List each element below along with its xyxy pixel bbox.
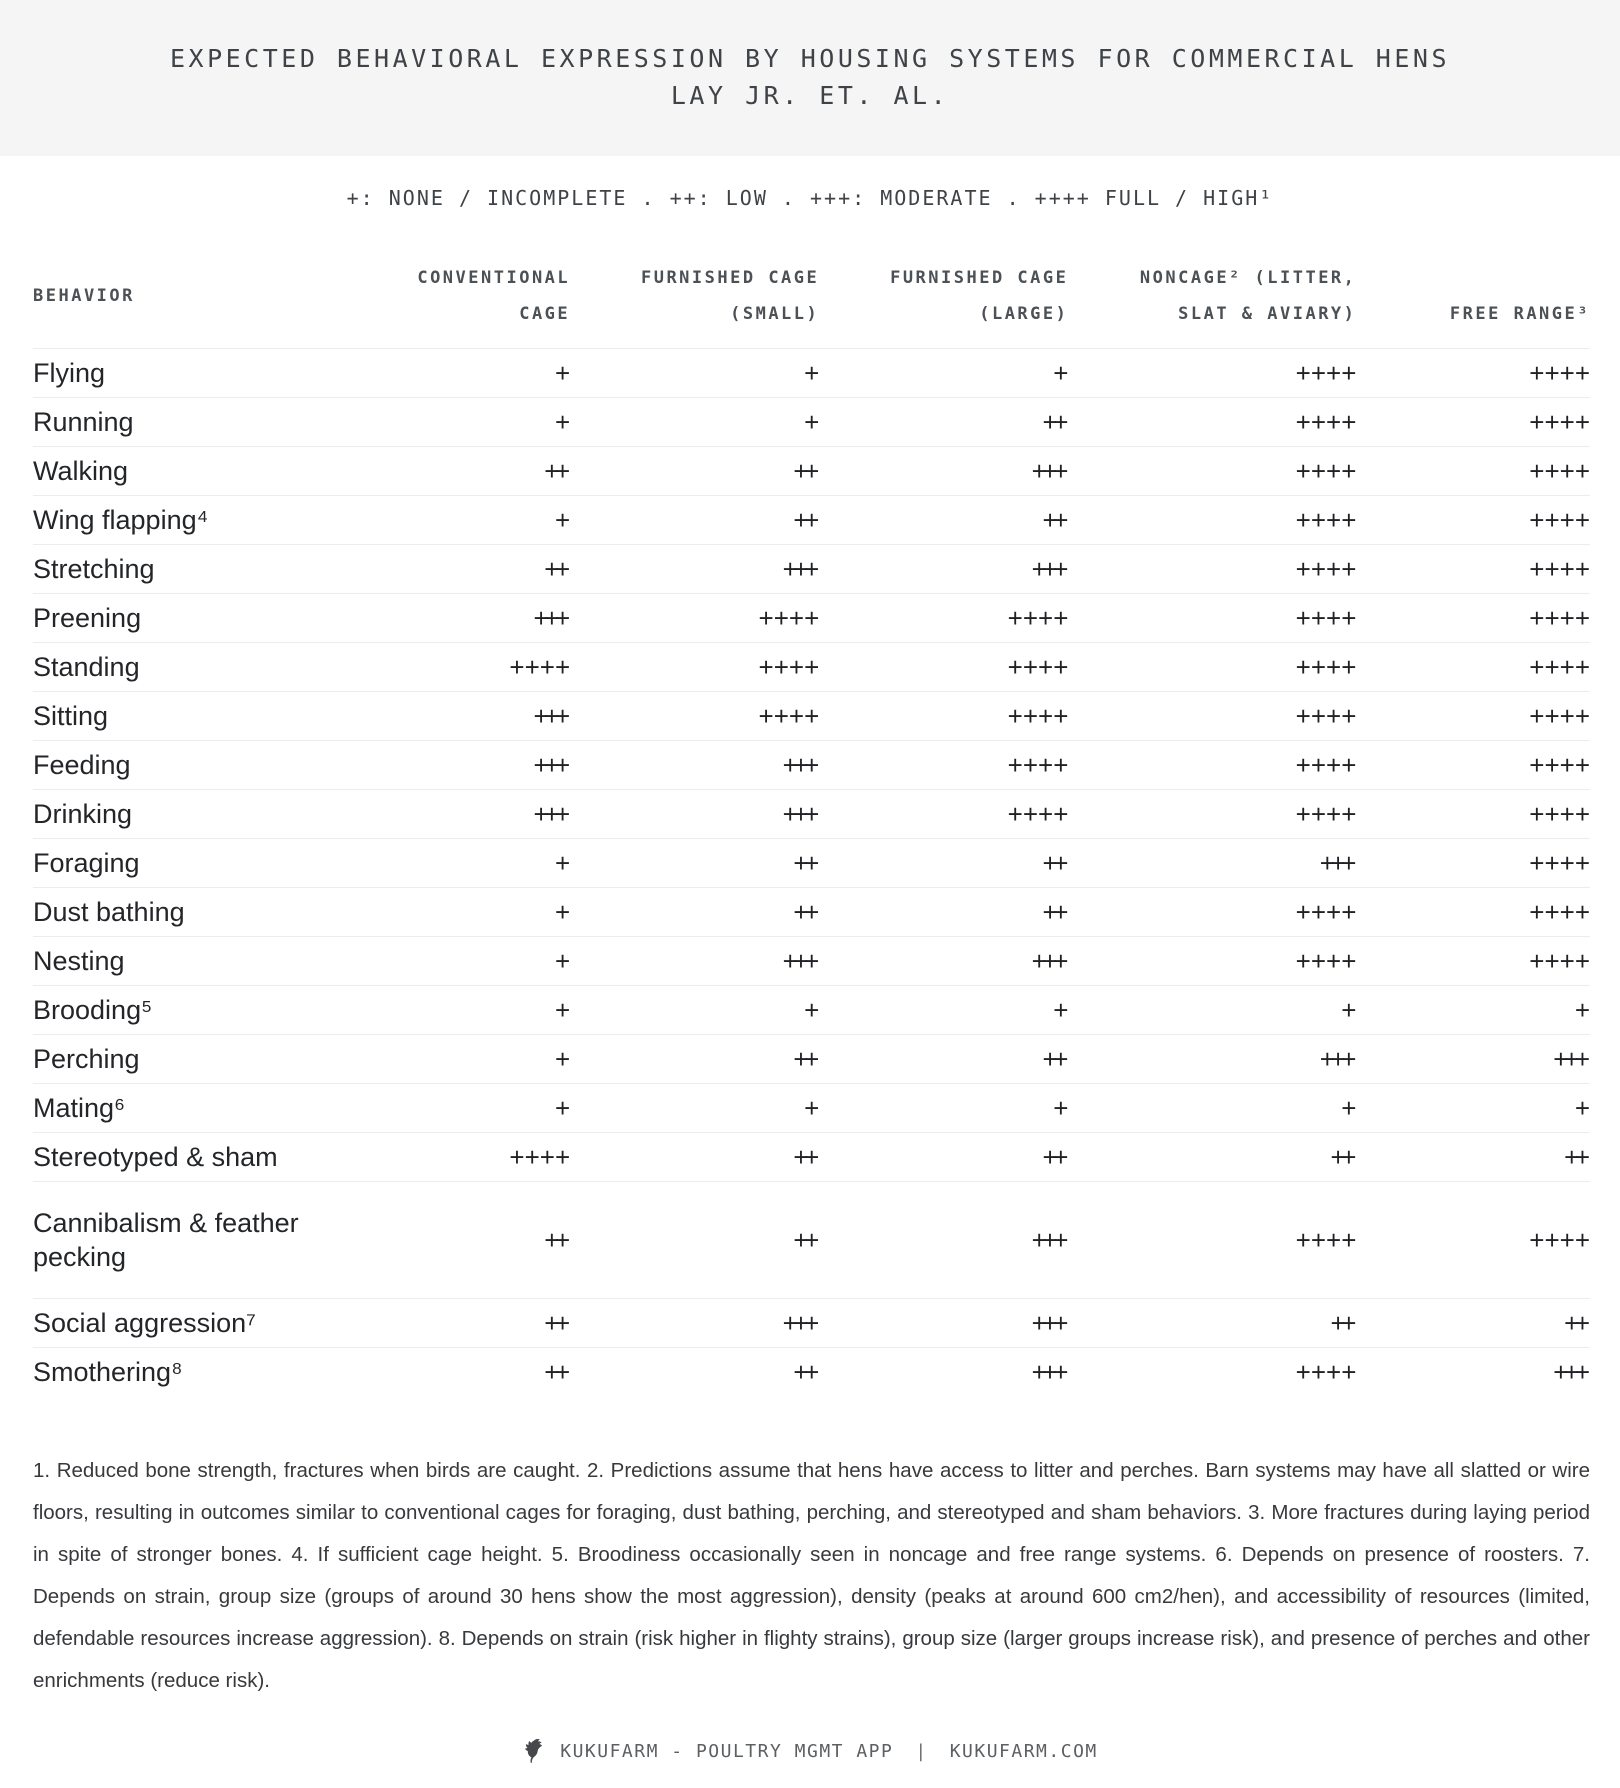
expression-value: ++++ bbox=[1068, 1182, 1356, 1299]
expression-value: ++++ bbox=[1356, 692, 1590, 741]
expression-value: +++ bbox=[337, 790, 571, 839]
expression-value: ++++ bbox=[1356, 447, 1590, 496]
expression-value: +++ bbox=[819, 447, 1068, 496]
expression-value: + bbox=[1068, 986, 1356, 1035]
expression-value: ++ bbox=[570, 1133, 819, 1182]
expression-value: ++ bbox=[337, 447, 571, 496]
expression-value: ++ bbox=[819, 839, 1068, 888]
expression-value: +++ bbox=[570, 741, 819, 790]
expression-value: ++++ bbox=[1356, 398, 1590, 447]
expression-value: ++++ bbox=[819, 594, 1068, 643]
expression-value: ++ bbox=[570, 447, 819, 496]
expression-value: ++++ bbox=[1068, 594, 1356, 643]
behavior-label: Dust bathing bbox=[33, 888, 337, 937]
column-header-furnished-cage-large: FURNISHED CAGE (LARGE) bbox=[890, 268, 1069, 324]
table-row bbox=[33, 839, 1590, 888]
behavior-label: Foraging bbox=[33, 839, 337, 888]
behavior-label: Stereotyped & sham bbox=[33, 1133, 337, 1182]
expression-value: +++ bbox=[337, 594, 571, 643]
behavior-label: Sitting bbox=[33, 692, 337, 741]
table-row bbox=[33, 1182, 1590, 1299]
expression-value: +++ bbox=[570, 545, 819, 594]
expression-value: ++++ bbox=[819, 643, 1068, 692]
expression-value: ++++ bbox=[570, 643, 819, 692]
expression-value: ++++ bbox=[1068, 496, 1356, 545]
expression-value: ++ bbox=[819, 1035, 1068, 1084]
rooster-icon bbox=[522, 1738, 544, 1764]
expression-value: ++++ bbox=[1068, 447, 1356, 496]
table-body bbox=[33, 349, 1590, 1397]
footer-site-label: KUKUFARM.COM bbox=[949, 1740, 1098, 1762]
expression-value: + bbox=[819, 349, 1068, 398]
expression-value: ++ bbox=[819, 888, 1068, 937]
expression-value: ++++ bbox=[1356, 937, 1590, 986]
expression-value: ++ bbox=[819, 1133, 1068, 1182]
table-row bbox=[33, 1133, 1590, 1182]
expression-value: ++ bbox=[1068, 1299, 1356, 1348]
expression-value: ++++ bbox=[819, 790, 1068, 839]
behavior-label: Mating⁶ bbox=[33, 1084, 337, 1133]
behavior-label: Feeding bbox=[33, 741, 337, 790]
expression-value: +++ bbox=[570, 937, 819, 986]
table-row bbox=[33, 888, 1590, 937]
page-subtitle: LAY JR. ET. AL. bbox=[670, 81, 950, 110]
table-row bbox=[33, 447, 1590, 496]
expression-value: ++++ bbox=[1356, 741, 1590, 790]
expression-value: ++ bbox=[570, 1035, 819, 1084]
expression-value: ++ bbox=[570, 1182, 819, 1299]
expression-value: ++++ bbox=[1068, 398, 1356, 447]
expression-value: ++ bbox=[337, 545, 571, 594]
table-row bbox=[33, 496, 1590, 545]
expression-value: ++++ bbox=[1356, 545, 1590, 594]
behavior-label: Stretching bbox=[33, 545, 337, 594]
table-row bbox=[33, 643, 1590, 692]
expression-value: + bbox=[570, 349, 819, 398]
expression-value: ++ bbox=[570, 888, 819, 937]
expression-value: ++++ bbox=[1068, 643, 1356, 692]
expression-value: ++++ bbox=[1356, 496, 1590, 545]
behavior-label: Wing flapping⁴ bbox=[33, 496, 337, 545]
behavior-label: Drinking bbox=[33, 790, 337, 839]
expression-value: ++ bbox=[570, 496, 819, 545]
expression-value: + bbox=[337, 1084, 571, 1133]
expression-value: + bbox=[570, 986, 819, 1035]
expression-value: + bbox=[1068, 1084, 1356, 1133]
footer-app-label: KUKUFARM - POULTRY MGMT APP bbox=[560, 1740, 894, 1762]
expression-value: ++ bbox=[337, 1348, 571, 1397]
table-row bbox=[33, 349, 1590, 398]
expression-value: + bbox=[337, 986, 571, 1035]
expression-value: +++ bbox=[819, 545, 1068, 594]
expression-value: +++ bbox=[819, 1348, 1068, 1397]
legend: +: NONE / INCOMPLETE . ++: LOW . +++: MODERATE . ++++ FULL / HIGH¹ bbox=[346, 186, 1274, 210]
expression-value: + bbox=[570, 398, 819, 447]
expression-value: + bbox=[1356, 1084, 1590, 1133]
expression-value: ++++ bbox=[1068, 790, 1356, 839]
expression-value: + bbox=[337, 888, 571, 937]
behavior-table bbox=[33, 260, 1590, 1396]
expression-value: ++ bbox=[570, 1348, 819, 1397]
behavior-label: Nesting bbox=[33, 937, 337, 986]
expression-value: +++ bbox=[337, 741, 571, 790]
expression-value: + bbox=[819, 1084, 1068, 1133]
expression-value: ++++ bbox=[1356, 1182, 1590, 1299]
page-title: EXPECTED BEHAVIORAL EXPRESSION BY HOUSING SYSTEMS FOR COMMERCIAL HENS bbox=[169, 44, 1451, 73]
column-header-conventional-cage: CONVENTIONAL CAGE bbox=[417, 268, 571, 324]
column-header-free-range: FREE RANGE³ bbox=[1449, 304, 1590, 324]
expression-value: ++ bbox=[819, 496, 1068, 545]
footer-separator: | bbox=[915, 1740, 928, 1762]
behavior-label: Perching bbox=[33, 1035, 337, 1084]
expression-value: ++++ bbox=[1068, 937, 1356, 986]
expression-value: +++ bbox=[1356, 1035, 1590, 1084]
column-header-behavior: BEHAVIOR bbox=[33, 286, 135, 306]
behavior-label: Preening bbox=[33, 594, 337, 643]
expression-value: ++++ bbox=[1356, 349, 1590, 398]
expression-value: ++++ bbox=[1356, 643, 1590, 692]
expression-value: ++ bbox=[1356, 1299, 1590, 1348]
expression-value: ++++ bbox=[570, 692, 819, 741]
behavior-label: Social aggression⁷ bbox=[33, 1299, 337, 1348]
expression-value: +++ bbox=[1068, 1035, 1356, 1084]
behavior-label: Brooding⁵ bbox=[33, 986, 337, 1035]
expression-value: ++++ bbox=[1356, 839, 1590, 888]
expression-value: ++++ bbox=[337, 643, 571, 692]
behavior-label: Running bbox=[33, 398, 337, 447]
expression-value: +++ bbox=[819, 937, 1068, 986]
expression-value: + bbox=[1356, 986, 1590, 1035]
table-row bbox=[33, 1035, 1590, 1084]
behavior-label: Flying bbox=[33, 349, 337, 398]
expression-value: ++++ bbox=[1068, 741, 1356, 790]
table-row bbox=[33, 692, 1590, 741]
behavior-label: Walking bbox=[33, 447, 337, 496]
behavior-label: Cannibalism & feather pecking bbox=[33, 1182, 337, 1299]
expression-value: ++++ bbox=[1068, 692, 1356, 741]
expression-value: ++++ bbox=[1068, 888, 1356, 937]
expression-value: + bbox=[570, 1084, 819, 1133]
footnotes: 1. Reduced bone strength, fractures when birds are caught. 2. Predictions assume that hens have access to litter and perches. Barn systems may have all slatted or wire floors, resulting in outcomes similar to conventional cages for foraging, dust bathing, perching, and stereotyped and sham behaviors. 3. More fractures during laying period in spite of stronger bones. 4. If sufficient cage height. 5. Broodiness occasionally seen in noncage and free range systems. 6. Depends on presence of roosters. 7. Depends on strain, group size (groups of around 30 hens show the most aggression), density (peaks at around 600 cm2/hen), and accessibility of resources (limited, defendable resources increase aggression). 8. Depends on strain (risk higher in flighty strains), group size (larger groups increase risk), and presence of perches and other enrichments (reduce risk). bbox=[33, 1459, 1590, 1692]
column-header-furnished-cage-small: FURNISHED CAGE (SMALL) bbox=[640, 268, 820, 324]
expression-value: ++++ bbox=[1068, 1348, 1356, 1397]
column-header-noncage: NONCAGE² (LITTER, SLAT & AVIARY) bbox=[1139, 268, 1357, 324]
expression-value: + bbox=[337, 839, 571, 888]
table-row bbox=[33, 937, 1590, 986]
behavior-table-container bbox=[33, 260, 1590, 1396]
expression-value: ++ bbox=[337, 1182, 571, 1299]
expression-value: ++++ bbox=[1356, 888, 1590, 937]
expression-value: +++ bbox=[570, 1299, 819, 1348]
table-row bbox=[33, 1348, 1590, 1397]
expression-value: + bbox=[337, 496, 571, 545]
expression-value: ++ bbox=[1068, 1133, 1356, 1182]
expression-value: ++ bbox=[570, 839, 819, 888]
table-row bbox=[33, 1299, 1590, 1348]
expression-value: ++ bbox=[1356, 1133, 1590, 1182]
table-row bbox=[33, 741, 1590, 790]
header-band bbox=[0, 0, 1620, 156]
table-header-row bbox=[33, 260, 1590, 349]
expression-value: +++ bbox=[1356, 1348, 1590, 1397]
table-row bbox=[33, 986, 1590, 1035]
table-row bbox=[33, 1084, 1590, 1133]
expression-value: ++++ bbox=[1068, 349, 1356, 398]
expression-value: ++++ bbox=[1068, 545, 1356, 594]
expression-value: + bbox=[337, 349, 571, 398]
expression-value: +++ bbox=[819, 1299, 1068, 1348]
expression-value: +++ bbox=[1068, 839, 1356, 888]
table-row bbox=[33, 790, 1590, 839]
expression-value: + bbox=[337, 937, 571, 986]
expression-value: ++++ bbox=[819, 692, 1068, 741]
expression-value: +++ bbox=[337, 692, 571, 741]
expression-value: ++++ bbox=[570, 594, 819, 643]
expression-value: ++++ bbox=[1356, 790, 1590, 839]
behavior-label: Smothering⁸ bbox=[33, 1348, 337, 1397]
expression-value: + bbox=[337, 398, 571, 447]
expression-value: +++ bbox=[819, 1182, 1068, 1299]
expression-value: ++++ bbox=[819, 741, 1068, 790]
table-row bbox=[33, 594, 1590, 643]
expression-value: ++++ bbox=[337, 1133, 571, 1182]
expression-value: ++ bbox=[819, 398, 1068, 447]
expression-value: + bbox=[819, 986, 1068, 1035]
expression-value: ++ bbox=[337, 1299, 571, 1348]
behavior-label: Standing bbox=[33, 643, 337, 692]
expression-value: + bbox=[337, 1035, 571, 1084]
expression-value: +++ bbox=[570, 790, 819, 839]
expression-value: ++++ bbox=[1356, 594, 1590, 643]
table-row bbox=[33, 398, 1590, 447]
table-row bbox=[33, 545, 1590, 594]
footer bbox=[0, 1738, 1620, 1788]
